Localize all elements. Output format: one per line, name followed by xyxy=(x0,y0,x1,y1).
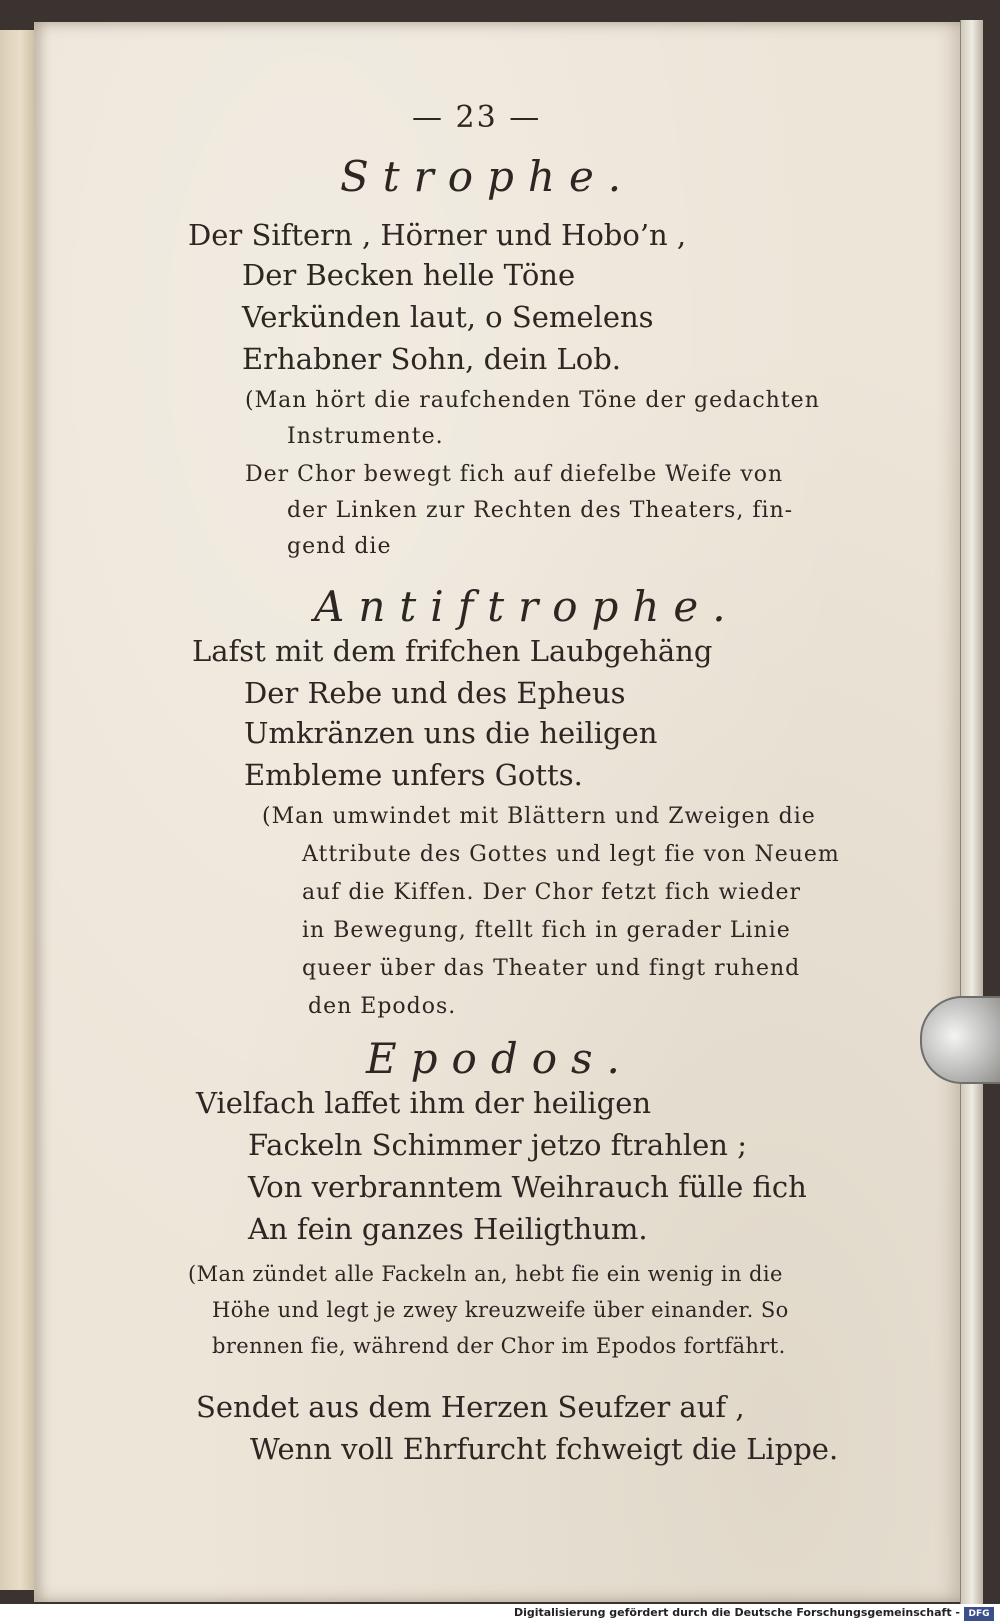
footer-credit: Digitalisierung gefördert durch die Deutsche Forschungsgemeinschaft - xyxy=(513,1606,960,1619)
epodos-line: Fackeln Schimmer jetzo ftrahlen ; xyxy=(248,1128,747,1162)
page-stack-edge xyxy=(960,20,983,1604)
epodos-closing-line: Sendet aus dem Herzen Seufzer auf , xyxy=(196,1390,745,1424)
stage-direction-line: brennen fie, während der Chor im Epodos fortfährt. xyxy=(212,1334,786,1358)
stage-direction-line: Instrumente. xyxy=(287,424,444,449)
strophe-line: Verkünden laut, o Semelens xyxy=(242,300,654,334)
strophe-line: Der Becken helle Töne xyxy=(242,258,576,292)
page-number: — 23 — xyxy=(412,100,542,135)
stage-direction-line: auf die Kiffen. Der Chor fetzt fich wieder xyxy=(302,880,802,905)
stage-direction-line: Der Chor bewegt fich auf diefelbe Weife von xyxy=(245,462,784,487)
strophe-line: Erhabner Sohn, dein Lob. xyxy=(242,342,621,376)
strophe-line: Der Siftern , Hörner und Hobo’n , xyxy=(188,218,687,252)
epodos-closing-line: Wenn voll Ehrfurcht fchweigt die Lippe. xyxy=(250,1432,839,1466)
epodos-line: An fein ganzes Heiligthum. xyxy=(248,1212,648,1246)
stage-direction-line: (Man umwindet mit Blättern und Zweigen die xyxy=(262,804,816,829)
epodos-heading: Epodos. xyxy=(366,1034,634,1083)
stage-direction-line: in Bewegung, ftellt fich in gerader Linie xyxy=(302,918,791,943)
stage-direction-line: queer über das Theater und fingt ruhend xyxy=(302,956,801,981)
epodos-line: Von verbranntem Weihrauch fülle fich xyxy=(248,1170,807,1204)
dfg-logo: DFG xyxy=(964,1607,994,1621)
left-page-edge xyxy=(0,30,36,1590)
stage-direction-line: (Man zündet alle Fackeln an, hebt fie ein wenig in die xyxy=(188,1262,783,1286)
antistrophe-line: Embleme unfers Gotts. xyxy=(244,758,583,792)
page-clip xyxy=(920,996,1000,1084)
antistrophe-line: Lafst mit dem frifchen Laubgehäng xyxy=(192,634,713,668)
strophe-heading: Strophe. xyxy=(340,152,636,201)
digitization-footer xyxy=(0,1604,1000,1624)
stage-direction-line: der Linken zur Rechten des Theaters, fin- xyxy=(287,498,794,523)
epodos-line: Vielfach laffet ihm der heiligen xyxy=(196,1086,652,1120)
stage-direction-line: (Man hört die raufchenden Töne der gedachten xyxy=(245,388,820,413)
antistrophe-heading: Antiftrophe. xyxy=(314,582,740,631)
stage-direction-line: Höhe und legt je zwey kreuzweife über einander. So xyxy=(212,1298,789,1322)
stage-direction-line: gend die xyxy=(287,534,392,559)
stage-direction-line: Attribute des Gottes und legt fie von Neuem xyxy=(302,842,840,867)
antistrophe-line: Umkränzen uns die heiligen xyxy=(244,716,658,750)
stage-direction-line: den Epodos. xyxy=(308,994,457,1019)
antistrophe-line: Der Rebe und des Epheus xyxy=(244,676,626,710)
